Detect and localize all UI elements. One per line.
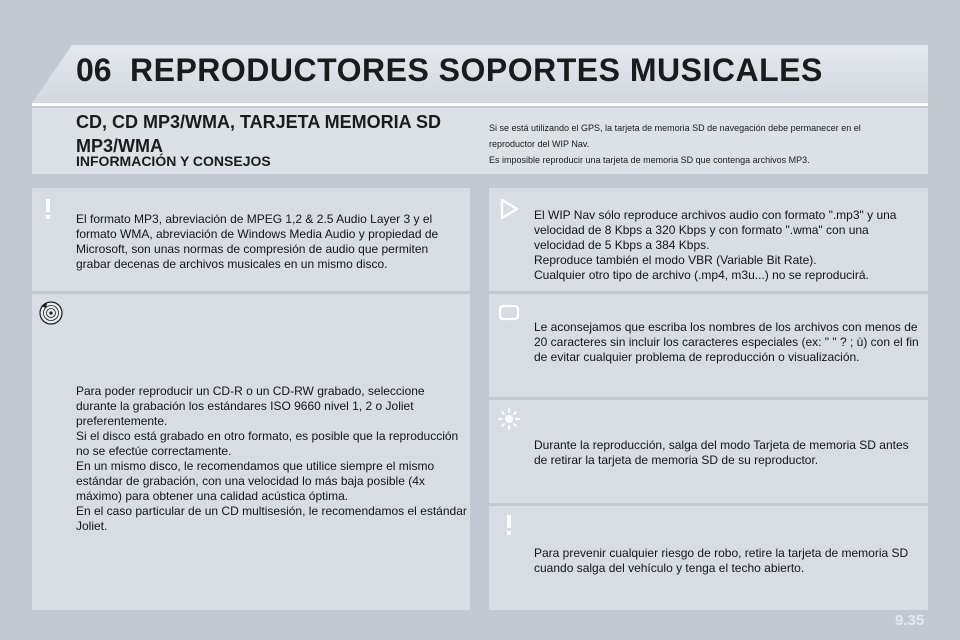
gps-note <box>489 120 909 168</box>
section-title: CD, CD MP3/WMA, TARJETA MEMORIA SD MP3/WMA <box>76 112 441 156</box>
sun-icon <box>496 406 522 432</box>
card-cd-burning-text: Para poder reproducir un CD-R o un CD-RW grabado, seleccione durante la grabación los estándares ISO 9660 nivel 1, 2 o Joliet preferentemente. Si el disco está grabado en otro formato, es posible que la reproducción no se efectúe correctamente. En un mismo disco, le recomendamos que utilice siempre el mismo estándar de grabación, con una velocidad lo más baja posible (4x máximo) para obtener una calidad acústica óptima. En el caso particular de un CD multisesión, le recomendamos el estándar Joliet. <box>76 384 467 533</box>
page-title: REPRODUCTORES SOPORTES MUSICALES <box>130 52 823 88</box>
section-subtitle: INFORMACIÓN Y CONSEJOS <box>76 153 271 169</box>
warning-icon <box>35 196 61 222</box>
gps-note-line-2: Es imposible reproducir una tarjeta de memoria SD que contenga archivos MP3. <box>489 155 810 165</box>
card-mp3-format-text: El formato MP3, abreviación de MPEG 1,2 & 2.5 Audio Layer 3 y el formato WMA, abreviación de Windows Media Audio y propiedad de Microsoft, son unas normas de compresión de audio que permiten grabar decenas de archivos musicales en un mismo disco. <box>76 212 439 271</box>
page-number: 9.35 <box>895 612 925 629</box>
gps-note-line-1: Si se está utilizando el GPS, la tarjeta de memoria SD de navegación debe permanecer en el reproductor del WIP Nav. <box>489 123 861 149</box>
card-playback-formats-text: El WIP Nav sólo reproduce archivos audio con formato ".mp3" y una velocidad de 8 Kbps a 320 Kbps y con formato ".wma" con una velocidad de 5 Kbps a 384 Kbps. Reproduce también el modo VBR (Variable Bit Rate). Cualquier otro tipo de archivo (.mp4, m3u...) no se reproducirá. <box>534 208 897 282</box>
play-icon <box>496 196 522 222</box>
disc-icon <box>38 300 64 326</box>
card-file-names-text: Le aconsejamos que escriba los nombres de los archivos con menos de 20 caracteres sin incluir los caracteres especiales (ex: " " ? ; ù) con el fin de evitar cualquier problema de reproducción o visualización. <box>534 320 919 364</box>
chapter-number: 06 <box>76 52 112 88</box>
card-sd-removal-text: Durante la reproducción, salga del modo Tarjeta de memoria SD antes de retirar la tarjeta de memoria SD de su reproductor. <box>534 438 909 467</box>
header-stripe <box>32 103 928 106</box>
header-fold <box>32 45 72 103</box>
card-theft-text: Para prevenir cualquier riesgo de robo, retire la tarjeta de memoria SD cuando salga del vehículo y tenga el techo abierto. <box>534 546 909 575</box>
warning-icon <box>496 512 522 538</box>
screen-icon <box>496 300 522 326</box>
